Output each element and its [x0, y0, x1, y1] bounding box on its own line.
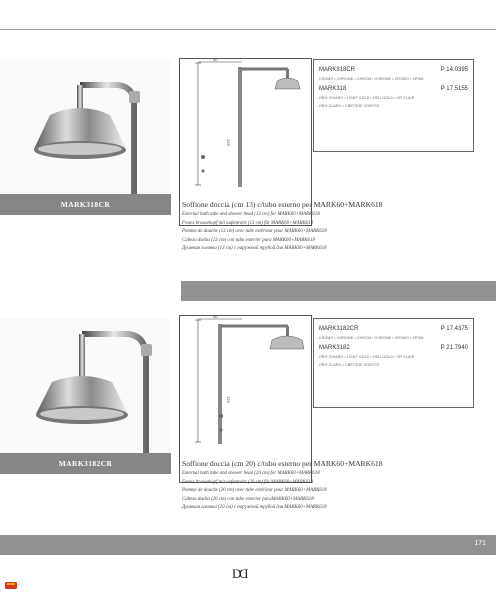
- finish-description: ORO CHIARO • LIGHT GOLD • HELLGOLD • OR CLAIR: [319, 96, 415, 100]
- description-line: Pomme de douche (20 cm) avec tube extérieur pour MARK60+MARK618: [182, 488, 327, 494]
- description-line: Cabeza ducha (20 cm) con tubo exterior paraMARK60+MARK618: [182, 496, 314, 502]
- description-title: Soffione doccia (cm 13) c/tubo esterno per MARK60+MARK618: [182, 200, 383, 209]
- code-row: [319, 67, 468, 73]
- dim-top: 40: [213, 59, 218, 62]
- description-line: Festes brausekopf mit auβenrohr (20 cm) für MARK60+MARK618: [182, 479, 314, 485]
- product-caption: MARK3182CR: [0, 453, 171, 474]
- dim-height: 125: [226, 396, 231, 403]
- product-photo: [0, 318, 171, 453]
- finish-description: ORO CLARO • СВЕТЛОЕ ЗОЛОТО: [319, 363, 380, 367]
- description-line: Cabeza ducha (13 cm) con tubo exterior para MARK60+MARK618: [182, 237, 315, 243]
- product-code: MARK318CR: [319, 67, 356, 73]
- red-label-icon: [4, 580, 18, 590]
- finish-description: CROMO • CHROME • CHROM • CHROME • CROMO • ХРОМ: [319, 336, 424, 340]
- product-caption: MARK318CR: [0, 194, 171, 215]
- product-description: [182, 459, 482, 513]
- description-title: Soffione doccia (cm 20) c/tubo esterno per MARK60+MARK618: [182, 459, 383, 468]
- page-number: 171: [474, 540, 486, 547]
- dim-height: 125: [226, 139, 231, 146]
- code-row: [319, 345, 468, 351]
- finish-description: CROMO • CHROME • CHROM • CHROME • CROMO • ХРОМ: [319, 77, 424, 81]
- shower-head-image: [0, 318, 171, 453]
- code-row: [319, 86, 468, 92]
- code-row: [319, 326, 468, 332]
- product-photo: [0, 59, 171, 194]
- product-code: MARK318: [319, 86, 347, 92]
- product-price: P 17.4375: [440, 326, 468, 332]
- product-code: MARK3182: [319, 345, 350, 351]
- separator-bar: [181, 281, 496, 301]
- description-line: External bath tube and shower head (13 cm) for MARK60+MARK618: [182, 212, 320, 217]
- description-line: Душевая головка (20 см) с наружной трубой для MARK60+MARK618: [182, 505, 327, 511]
- product-description: [182, 200, 482, 254]
- description-line: External bath tube and shower head (20 cm) for MARK60+MARK618: [182, 471, 320, 476]
- technical-drawing: [179, 315, 312, 483]
- finish-description: ORO CHIARO • LIGHT GOLD • HELLGOLD • OR CLAIR: [319, 355, 415, 359]
- finish-description: ORO CLARO • СВЕТЛОЕ ЗОЛОТО: [319, 104, 380, 108]
- description-line: Festes brausekopf mit auβenrohr (13 cm) für MARK60+MARK618: [182, 220, 314, 226]
- dim-top: 40: [213, 316, 218, 319]
- product-codes-box: [313, 318, 474, 408]
- product-codes-box: [313, 59, 474, 152]
- footer-bar: [0, 535, 496, 555]
- product-price: P 17.5155: [440, 86, 468, 92]
- shower-head-image: [0, 59, 171, 194]
- product-price: P 14.0395: [440, 67, 468, 73]
- header-rule: [0, 29, 496, 30]
- product-code: MARK3182CR: [319, 326, 359, 332]
- description-line: Pomme de douche (13 cm) avec tube extérieur pour MARK60+MARK618: [182, 229, 327, 235]
- product-price: P 21.7940: [440, 345, 468, 351]
- description-line: Душевая головка (13 см) с наружной трубой для MARK60+MARK618: [182, 246, 327, 252]
- brand-logo: DD: [232, 566, 249, 581]
